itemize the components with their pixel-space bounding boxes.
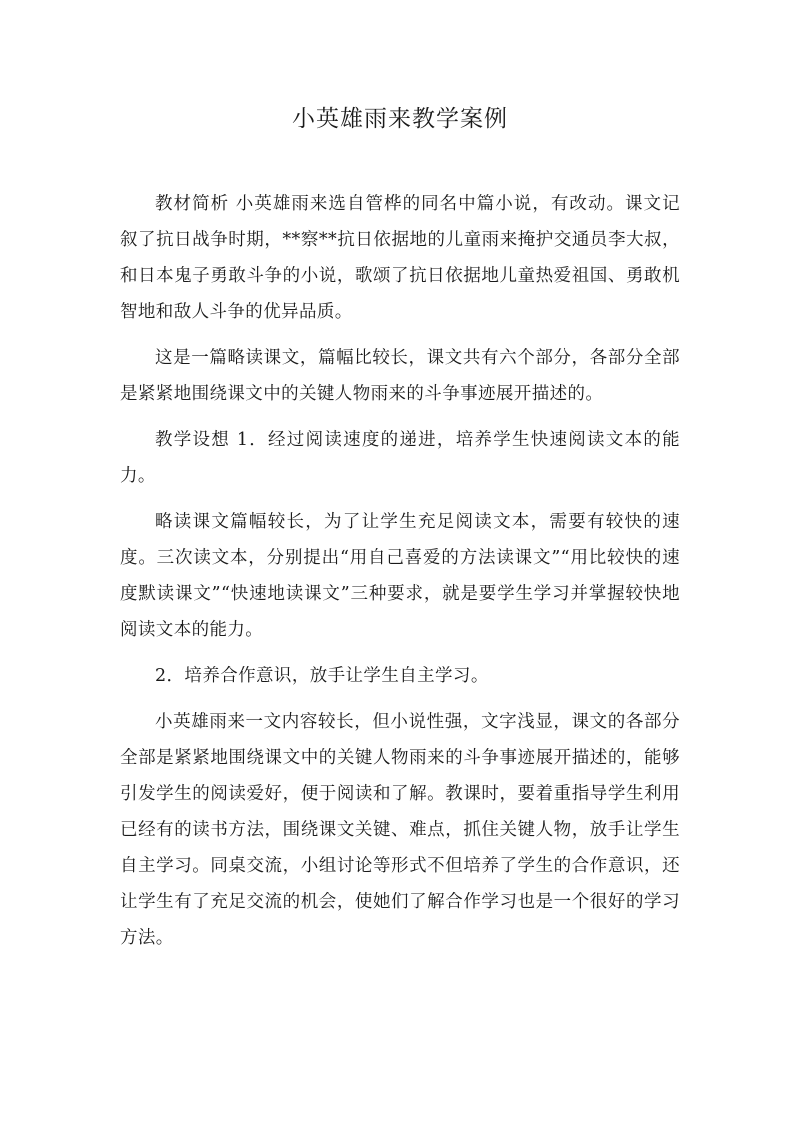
paragraph-cooperative-learning: 小英雄雨来一文内容较长，但小说性强，文字浅显，课文的各部分全部是紧紧地围绕课文中的关键人物雨来的斗争事迹展开描述的，能够引发学生的阅读爱好，便于阅读和了解。教课时，要着重指导学生利用已经有的读书方法，围绕课文关键、难点，抓住关键人物，放手让学生自主学习。同桌交流，小组讨论等形式不但培养了学生的合作意识，还让学生有了充足交流的机会，使她们了解合作学习也是一个很好的学习方法。 (120, 712, 680, 948)
paragraph-textbook-analysis: 教材简析 小英雄雨来选自管桦的同名中篇小说，有改动。课文记叙了抗日战争时期，**察**抗日依据地的儿童雨来掩护交通员李大叔，和日本鬼子勇敢斗争的小说，歌颂了抗日依据地儿童热爱祖国、勇敢机智地和敌人斗争的优异品质。 (120, 194, 680, 322)
paragraph-lesson-structure: 这是一篇略读课文，篇幅比较长，课文共有六个部分，各部分全部是紧紧地围绕课文中的关键人物雨来的斗争事迹展开描述的。 (120, 348, 680, 404)
paragraph-teaching-idea-2: 2．培养合作意识，放手让学生自主学习。 (155, 666, 489, 686)
paragraph-reading-speed: 略读课文篇幅较长，为了让学生充足阅读文本，需要有较快的速度。三次读文本，分别提出“用自己喜爱的方法读课文”“用比较快的速度默读课文”“快速地读课文”三种要求，就是要学生学习并掌握较快地阅读文本的能力。 (120, 512, 680, 640)
paragraph-teaching-idea-1: 教学设想 1．经过阅读速度的递进，培养学生快速阅读文本的能力。 (120, 430, 680, 486)
document-body (120, 186, 680, 966)
document-title: 小英雄雨来教学案例 (292, 106, 508, 132)
